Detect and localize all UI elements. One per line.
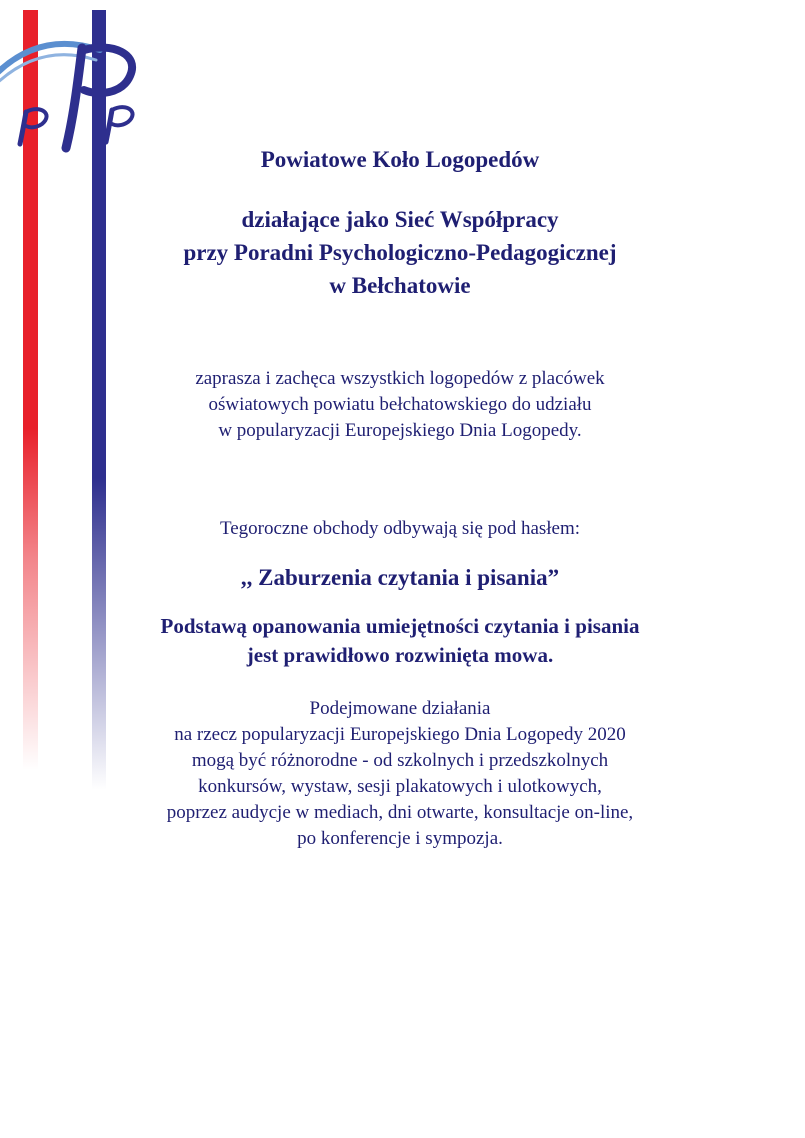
activities-line-1: Podejmowane działania <box>309 698 491 719</box>
statement-line-2: jest prawidłowo rozwinięta mowa. <box>246 643 554 667</box>
invitation-paragraph <box>95 366 705 444</box>
invitation-line-3: w popularyzacji Europejskiego Dnia Logopedy. <box>218 420 582 441</box>
invitation-line-1: zaprasza i zachęca wszystkich logopedów z placówek <box>195 368 605 389</box>
title-line: Powiatowe Koło Logopedów <box>260 147 540 172</box>
activities-paragraph <box>95 696 705 852</box>
activities-line-2: na rzecz popularyzacji Europejskiego Dnia Logopedy 2020 <box>174 724 626 745</box>
activities-line-6: po konferencje i sympozja. <box>297 828 503 849</box>
subtitle-block <box>95 203 705 302</box>
activities-line-4: konkursów, wystaw, sesji plakatowych i ulotkowych, <box>198 776 602 797</box>
activities-line-5: poprzez audycje w mediach, dni otwarte, konsultacje on-line, <box>166 802 634 823</box>
invitation-line-2: oświatowych powiatu bełchatowskiego do udziału <box>208 394 592 415</box>
activities-line-3: mogą być różnorodne - od szkolnych i przedszkolnych <box>191 750 609 771</box>
subtitle-line-1: działające jako Sieć Współpracy <box>241 207 559 232</box>
motto-slogan <box>95 562 705 594</box>
motto-intro-line: Tegoroczne obchody odbywają się pod hasłem: <box>219 518 581 539</box>
ppp-logo-icon <box>0 20 150 160</box>
page-title <box>95 143 705 177</box>
subtitle-line-2: przy Poradni Psychologiczno-Pedagogicznej <box>183 240 617 265</box>
statement-paragraph <box>95 612 705 670</box>
motto-intro <box>95 516 705 542</box>
statement-line-1: Podstawą opanowania umiejętności czytania i pisania <box>160 614 640 638</box>
subtitle-line-3: w Bełchatowie <box>329 273 471 298</box>
motto-slogan-line: ,, Zaburzenia czytania i pisania” <box>240 565 560 590</box>
